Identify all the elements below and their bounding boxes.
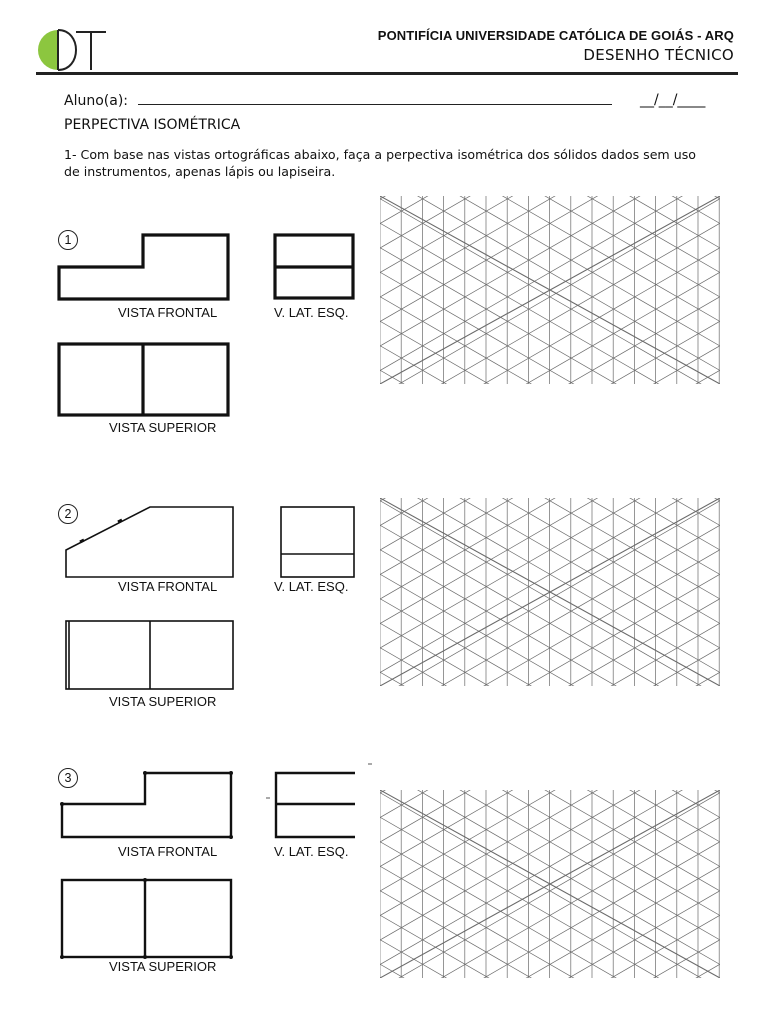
grid-line bbox=[380, 790, 720, 818]
grid-line bbox=[380, 817, 720, 978]
grid-line bbox=[380, 790, 720, 965]
side-view-label: V. LAT. ESQ. bbox=[274, 844, 349, 859]
grid-line bbox=[380, 940, 720, 978]
side-view-label: V. LAT. ESQ. bbox=[274, 305, 349, 320]
exercise-number: 2 bbox=[58, 504, 78, 524]
grid-line bbox=[380, 842, 720, 978]
top-view-outline bbox=[62, 880, 231, 957]
top-view-label: VISTA SUPERIOR bbox=[109, 959, 217, 974]
side-view-label: V. LAT. ESQ. bbox=[274, 579, 349, 594]
grid-line bbox=[380, 866, 720, 978]
top-view-label: VISTA SUPERIOR bbox=[109, 420, 217, 435]
topic-title: PERPECTIVA ISOMÉTRICA bbox=[64, 117, 241, 133]
isometric-grid bbox=[380, 790, 720, 978]
grid-line bbox=[380, 915, 720, 978]
grid-line bbox=[380, 866, 720, 978]
exercise-number: 3 bbox=[58, 768, 78, 788]
grid-line bbox=[380, 915, 720, 978]
side-view-outline bbox=[276, 773, 355, 837]
institution-name: PONTIFÍCIA UNIVERSIDADE CATÓLICA DE GOIÁS - ARQ bbox=[377, 28, 734, 43]
grid-line bbox=[380, 817, 720, 978]
grid-line bbox=[380, 790, 720, 965]
instruction-text: 1- Com base nas vistas ortográficas abaixo, faça a perpectiva isométrica dos sólidos dados sem uso de instrumentos, apenas lápis ou lapiseira. bbox=[64, 147, 696, 179]
grid-line bbox=[380, 790, 720, 867]
date-field[interactable]: __/__/____ bbox=[640, 92, 706, 108]
grid-line bbox=[380, 891, 720, 978]
front-view-label: VISTA FRONTAL bbox=[118, 305, 218, 320]
grid-line bbox=[380, 964, 720, 978]
front-view-outline bbox=[62, 773, 231, 837]
grid-line bbox=[380, 964, 720, 978]
student-label: Aluno(a): bbox=[64, 93, 128, 109]
grid-line bbox=[380, 891, 720, 978]
course-name: DESENHO TÉCNICO bbox=[583, 46, 734, 64]
grid-line bbox=[380, 790, 720, 891]
grid-line bbox=[380, 790, 720, 916]
front-view-label: VISTA FRONTAL bbox=[118, 844, 218, 859]
grid-line bbox=[380, 790, 720, 818]
grid-line bbox=[380, 842, 720, 978]
front-view-label: VISTA FRONTAL bbox=[118, 579, 218, 594]
exercise-number: 1 bbox=[58, 230, 78, 250]
grid-line bbox=[380, 790, 720, 916]
top-view-label: VISTA SUPERIOR bbox=[109, 694, 217, 709]
grid-line bbox=[380, 790, 720, 867]
grid-line bbox=[380, 790, 720, 891]
grid-line bbox=[380, 940, 720, 978]
